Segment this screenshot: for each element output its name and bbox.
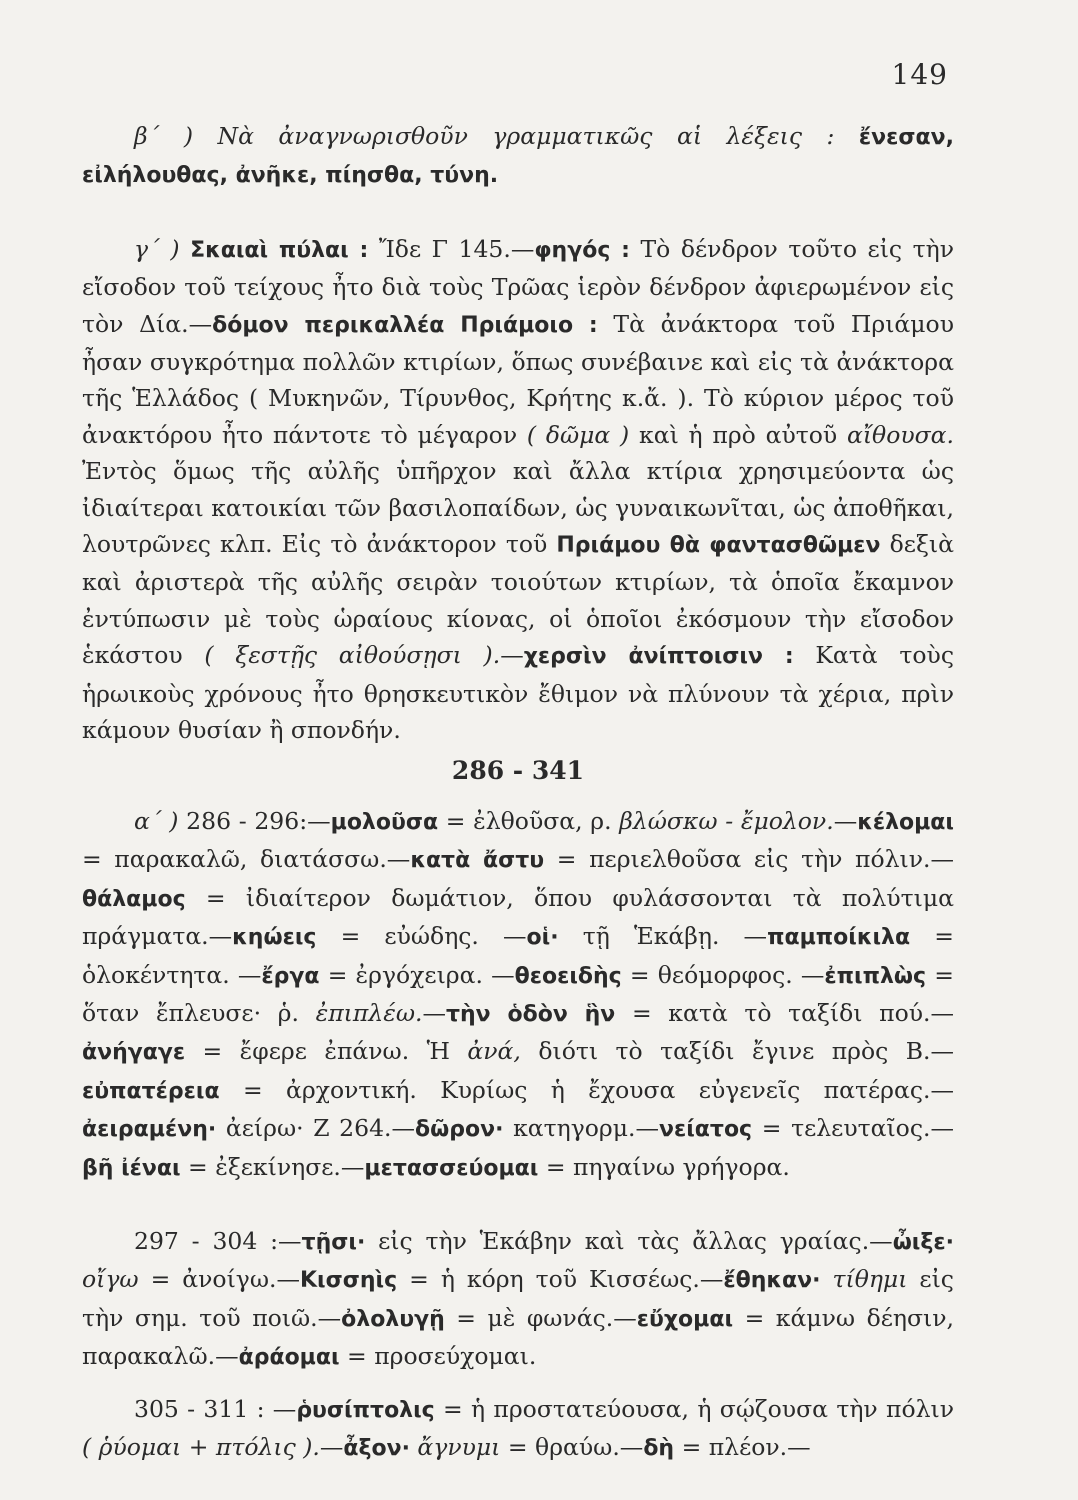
- lemma: κέλομαι: [857, 809, 954, 835]
- lemma: κατὰ ἄστυ: [410, 848, 545, 874]
- lemma: ὀλολυγῇ: [341, 1306, 445, 1332]
- text-run: = τελευταῖος.—: [761, 1114, 954, 1143]
- text-run: = ἐλθοῦσα, ρ.: [445, 806, 612, 835]
- paragraph-label: α΄ ): [134, 806, 179, 835]
- text-run: εἰς τὴν σημ. τοῦ ποιῶ.—: [82, 1265, 954, 1332]
- paragraph: [82, 231, 954, 749]
- lemma: εὐπατέρεια: [82, 1078, 220, 1104]
- lemma: βῆ ἰέναι: [82, 1155, 181, 1181]
- text-run: = κατὰ τὸ ταξίδι πού.—: [631, 998, 954, 1027]
- lemma: νείατος: [658, 1117, 753, 1143]
- text-run: = θεόμορφος. —: [629, 960, 825, 989]
- text-run: = ὅταν ἔπλευσε· ῥ.: [82, 960, 954, 1027]
- text-run: Κατὰ τοὺς ἡρωικοὺς χρόνους ἦτο θρησκευτικὸν ἔθιμον νὰ πλύνουν τὰ χέρια, πρὶν κάμουν θυσίαν ἢ σπονδήν.: [82, 641, 954, 745]
- text-run: κατηγορμ.—: [513, 1114, 659, 1143]
- text-run: = ἀνοίγω.—: [150, 1265, 300, 1294]
- italic-text: ( ξεστῇς αἰθούσῃσι ).: [204, 641, 501, 670]
- lemma: τῇσι·: [301, 1229, 366, 1255]
- text-run: = ἐργόχειρα. —: [327, 960, 515, 989]
- paragraph: [82, 1391, 954, 1468]
- text-run: Τὸ δένδρον τοῦτο εἰς τὴν εἴσοδον τοῦ τείχους ἦτο διὰ τοὺς Τρῶας ἱερὸν δένδρον ἀφιερωμένον εἰς τὸν Δία.—: [82, 234, 954, 338]
- text-run: = μὲ φωνάς.—: [456, 1303, 637, 1332]
- paragraph: [82, 803, 954, 1187]
- text-run: = ἔφερε ἐπάνω. Ἡ: [202, 1037, 450, 1066]
- lemma: θεοειδὴς: [514, 963, 622, 989]
- lemma: φηγός :: [534, 237, 630, 263]
- lemma: ῥυσίπτολις: [296, 1397, 435, 1423]
- text-run: = ἡ προστατεύουσα, ἡ σῴζουσα τὴν πόλιν: [443, 1394, 954, 1423]
- italic-text: βλώσκω - ἔμολον.: [619, 806, 834, 835]
- commentary-text: [82, 118, 954, 1467]
- lemma: εὔχομαι: [636, 1306, 734, 1332]
- text-run: τῇ Ἑκάβῃ. —: [582, 922, 768, 951]
- text-run: = κάμνω δέησιν, παρακαλῶ.—: [82, 1303, 954, 1371]
- italic-text: τίθημι: [832, 1265, 908, 1294]
- text-run: = ἐξεκίνησε.—: [188, 1152, 365, 1181]
- text-run: = προσεύχομαι.: [347, 1342, 537, 1371]
- lemma: οἱ·: [526, 925, 559, 951]
- lemma: κηώεις: [232, 925, 317, 951]
- lemma: ὦιξε·: [892, 1229, 954, 1255]
- lemma: ἆξον·: [343, 1436, 410, 1461]
- text-run: = εὐώδης. —: [340, 922, 527, 951]
- lemma: ἔθηκαν·: [723, 1268, 821, 1294]
- lemma: ἔργα: [261, 963, 320, 989]
- paragraph-label: β΄ ): [134, 122, 193, 150]
- text-run: —: [319, 1433, 344, 1461]
- text-run: = πλέον.—: [681, 1433, 811, 1461]
- lemma: θάλαμος: [82, 886, 186, 912]
- text-run: 305 - 311 : —: [134, 1394, 297, 1423]
- page-number: 149: [891, 58, 948, 91]
- text-run: = ἀρχοντική. Κυρίως ἡ ἔχουσα εὐγενεῖς πατέρας.—: [242, 1075, 954, 1104]
- text-run: Τὰ ἀνάκτορα τοῦ Πριάμου ἦσαν συγκρότημα πολλῶν κτιρίων, ὅπως συνέβαινε καὶ εἰς τὰ ἀνάκτορα τῆς Ἑλλάδος ( Μυκηνῶν, Τίρυνθος, Κρήτης κ.ἄ. ). Τὸ κύριον μέρος τοῦ ἀνακτόρου ἦτο πάντοτε τὸ μέγαρον: [82, 309, 954, 449]
- italic-text: ἐπιπλέω.: [315, 998, 423, 1027]
- text-run: = ἰδιαίτερον δωμάτιον, ὅπου φυλάσσονται τὰ πολύτιμα πράγματα.—: [82, 883, 954, 951]
- italic-text: αἴθουσα.: [846, 420, 955, 449]
- lemma: δόμον περικαλλέα Πριάμοιο :: [212, 312, 598, 338]
- lemma: ἀνήγαγε: [82, 1040, 186, 1066]
- lemma: δὴ: [643, 1436, 675, 1461]
- text-run: = θραύω.—: [507, 1433, 644, 1461]
- text-run: δεξιὰ καὶ ἀριστερὰ τῆς αὐλῆς σειρὰν τοιούτων κτιρίων, τὰ ὁποῖα ἔκαμνον ἐντύπωσιν μὲ τοὺς ὡραίους κίονας, οἱ ὁποῖοι ἐκόσμουν τὴν εἴσοδον ἑκάστου: [82, 530, 954, 670]
- italic-text: ( ῥύομαι + πτόλις ).: [82, 1433, 320, 1461]
- italic-text: ἀνά,: [467, 1037, 521, 1066]
- text-run: = πηγαίνω γρήγορα.: [545, 1152, 790, 1181]
- text-run: εἰς τὴν Ἑκάβην καὶ τὰς ἄλλας γραίας.—: [378, 1226, 893, 1255]
- text-run: 297 - 304 :—: [134, 1226, 302, 1255]
- text-run: —: [833, 806, 858, 835]
- lemma: χερσὶν ἀνίπτοισιν :: [523, 644, 794, 670]
- lemma: Σκαιαὶ πύλαι :: [190, 237, 369, 263]
- text-run: ἀείρω· Ζ 264.—: [225, 1114, 415, 1143]
- text-run: —: [500, 641, 524, 670]
- lemma: ἀειραμένη·: [82, 1117, 217, 1143]
- lemma: Κισσηὶς: [299, 1268, 398, 1294]
- italic-text: οἴγω: [82, 1265, 139, 1294]
- lemma: Πριάμου θὰ φαντασθῶμεν: [556, 533, 881, 559]
- paragraph-label: γ΄ ): [134, 234, 180, 263]
- lemma: παμποίκιλα: [767, 925, 911, 951]
- text-run: = παρακαλῶ, διατάσσω.—: [82, 845, 411, 874]
- text-run: καὶ ἡ πρὸ αὐτοῦ: [639, 420, 838, 449]
- lemma: δῶρον·: [415, 1117, 504, 1143]
- lemma: ἔνεσαν, εἰλήλουθας, ἀνῆκε, πίησθα, τύνη.: [82, 125, 954, 189]
- text-run: —: [422, 998, 446, 1027]
- paragraph: [82, 1223, 954, 1377]
- text-run: 286 - 296:—: [186, 806, 331, 835]
- text-run: Ἐντὸς ὅμως τῆς αὐλῆς ὑπῆρχον καὶ ἄλλα κτίρια χρησιμεύοντα ὡς ἰδιαίτεραι κατοικίαι τῶν βασιλοπαίδων, ὡς γυναικωνῖται, ὡς ἀποθῆκαι, λουτρῶνες κλπ. Εἰς τὸ ἀνάκτορον τοῦ: [82, 457, 954, 559]
- lemma: μολοῦσα: [330, 809, 439, 835]
- italic-text: ἄγνυμι: [417, 1433, 501, 1461]
- text-run: = ἡ κόρη τοῦ Κισσέως.—: [409, 1265, 724, 1294]
- text-run: = ὁλοκέντητα. —: [82, 922, 954, 989]
- lemma: ἀράομαι: [238, 1345, 340, 1371]
- text-run: Ἴδε Γ 145.—: [378, 234, 535, 263]
- lemma: ἐπιπλὼς: [824, 963, 927, 989]
- text-run: διότι τὸ ταξίδι ἔγινε πρὸς Β.—: [538, 1037, 954, 1066]
- lemma: τὴν ὁδὸν ἣν: [445, 1001, 616, 1027]
- italic-text: ( δῶμα ): [526, 420, 630, 449]
- text-run: = περιελθοῦσα εἰς τὴν πόλιν.—: [556, 845, 954, 874]
- lemma: μετασσεύομαι: [364, 1155, 539, 1181]
- italic-text: Νὰ ἀναγνωρισθοῦν γραμματικῶς αἱ λέξεις :: [217, 122, 835, 150]
- paragraph: [82, 118, 954, 195]
- section-heading: 286 - 341: [451, 755, 585, 785]
